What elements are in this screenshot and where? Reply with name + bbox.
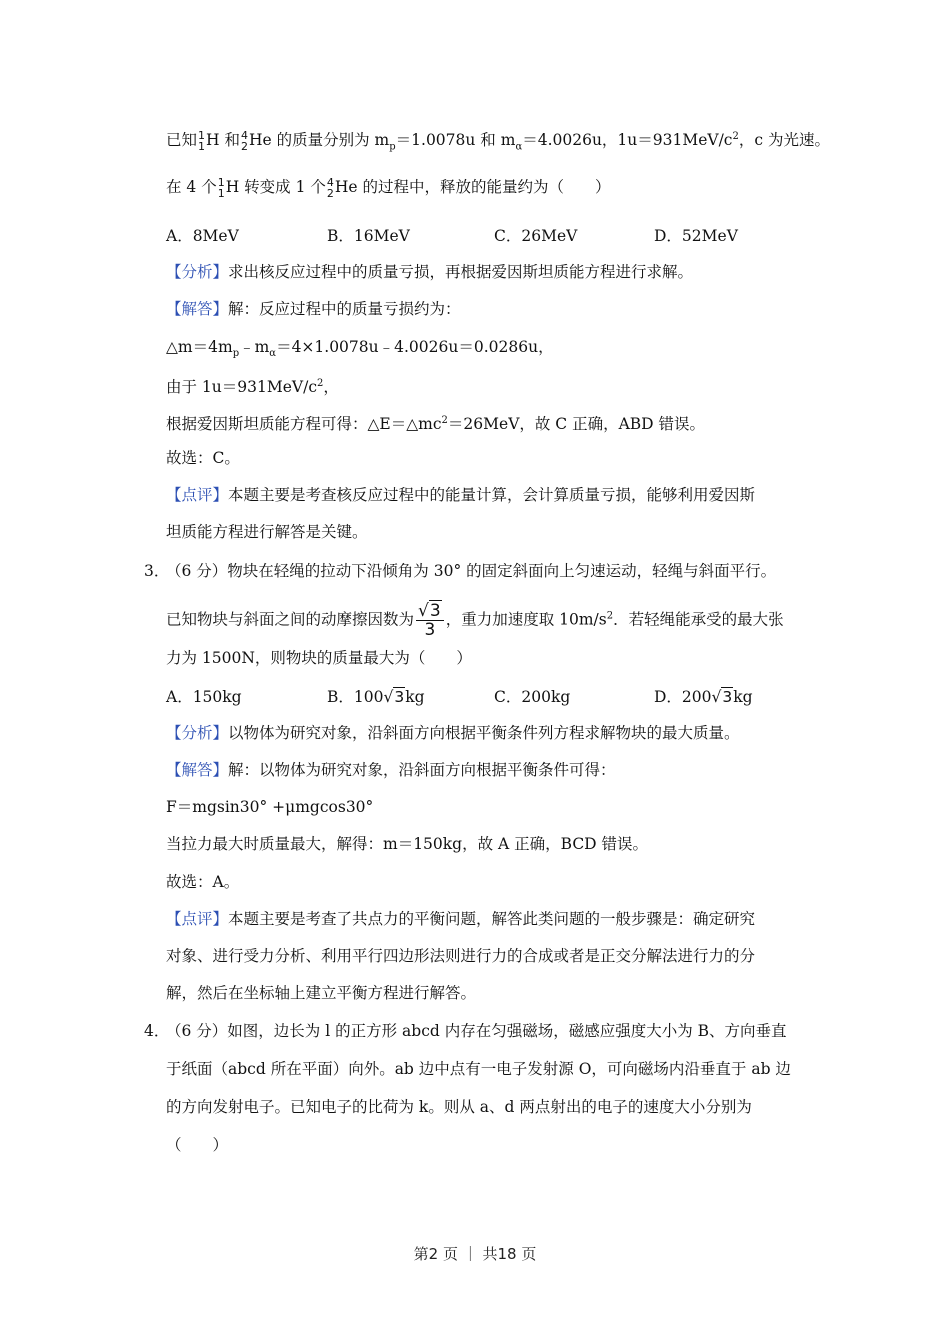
q2-stem-line1: 已知 1 1 H 和 4 2 He 的质量分别为 $m_p=1.0078u$ 和 $m_\alpha=4.0026u$，$1u=931MeV/c^2$，c 为光速。: [166, 129, 830, 154]
q2-comment-line2: 坦质能方程进行解答是关键。: [166, 523, 368, 541]
q2-analysis: 【分析】求出核反应过程中的质量亏损，再根据爱因斯坦质能方程进行求解。: [166, 263, 694, 281]
nuclide-he4: 4 2: [240, 129, 248, 154]
q3-comment-line3: 解，然后在坐标轴上建立平衡方程进行解答。: [166, 984, 477, 1002]
answer-tag: 【解答】: [166, 300, 229, 318]
analysis-tag: 【分析】: [166, 724, 229, 742]
answer-tag: 【解答】: [166, 761, 229, 779]
q2-option-a: A．8MeV: [166, 227, 239, 245]
q2-stem-line2: 在 4 个 1 1 H 转变成 1 个 4 2 He 的过程中，释放的能量约为（ ）: [166, 176, 611, 200]
q3-analysis: 【分析】以物体为研究对象，沿斜面方向根据平衡条件列方程求解物块的最大质量。: [166, 724, 740, 742]
q2-equation-1: $\triangle m=4m_p﹣m_\alpha=4\times 1.0078u﹣4.0026u=0.0286u$，: [166, 338, 554, 360]
q3-equation-1: F＝mgsin30° +μmgcos30°: [166, 798, 374, 816]
page-footer: 第2 页 ｜ 共18 页: [413, 1245, 537, 1263]
q3-option-c: C．200kg: [494, 688, 571, 706]
nuclide-h1: 1 1: [217, 176, 225, 200]
q3-equation-2: 当拉力最大时质量最大，解得：m＝150kg，故 A 正确，BCD 错误。: [166, 835, 649, 853]
q3-choice: 故选：A。: [166, 873, 240, 891]
q2-answer: 【解答】解：反应过程中的质量亏损约为：: [166, 300, 461, 318]
q4-stem-line2: 于纸面（abcd 所在平面）向外。ab 边中点有一电子发射源 O，可向磁场内沿垂直于 ab 边: [166, 1060, 791, 1078]
comment-tag: 【点评】: [166, 910, 229, 928]
q2-option-c: C．26MeV: [494, 227, 578, 245]
q2-equation-3: 根据爱因斯坦质能方程可得：$\triangle E=\triangle mc^2=26MeV$，故 C 正确，ABD 错误。: [166, 415, 706, 434]
q2-equation-2: 由于 $1u=931MeV/c^2$，: [166, 378, 339, 397]
q2-option-d: D．52MeV: [654, 227, 738, 245]
q3-stem-line3: 力为 1500N，则物块的质量最大为（ ）: [166, 649, 472, 667]
q2-comment-line1: 【点评】本题主要是考查核反应过程中的能量计算，会计算质量亏损，能够利用爱因斯: [166, 486, 756, 504]
q4-stem-line4: （ ）: [166, 1136, 229, 1154]
q2-choice: 故选：C。: [166, 449, 240, 467]
q3-stem-line1: （6 分）物块在轻绳的拉动下沿倾角为 30° 的固定斜面向上匀速运动，轻绳与斜面平行。: [166, 562, 777, 580]
q3-option-a: A．150kg: [166, 688, 242, 706]
q3-comment-line2: 对象、进行受力分析、利用平行四边形法则进行力的合成或者是正交分解法进行力的分: [166, 947, 756, 965]
q4-number: 4．: [144, 1022, 170, 1040]
nuclide-h1: 1 1: [198, 129, 206, 154]
fraction-sqrt3-over-3: $\frac{√3}{3}$: [416, 602, 444, 639]
q3-comment-line1: 【点评】本题主要是考查了共点力的平衡问题，解答此类问题的一般步骤是：确定研究: [166, 910, 756, 928]
q3-option-b: B．100√3kg: [327, 688, 425, 706]
comment-tag: 【点评】: [166, 486, 229, 504]
q3-answer: 【解答】解：以物体为研究对象，沿斜面方向根据平衡条件可得：: [166, 761, 616, 779]
q3-stem-line2: 已知物块与斜面之间的动摩擦因数为 $\frac{√3}{3}$ ，重力加速度取 $10m/s^2$．若轻绳能承受的最大张: [166, 601, 784, 640]
q4-stem-line3: 的方向发射电子。已知电子的比荷为 k。则从 a、d 两点射出的电子的速度大小分别为: [166, 1098, 752, 1116]
q3-number: 3．: [144, 562, 170, 580]
q4-stem-line1: （6 分）如图，边长为 l 的正方形 abcd 内存在匀强磁场，磁感应强度大小为 B、方向垂直: [166, 1022, 787, 1040]
q2-option-b: B．16MeV: [327, 227, 410, 245]
nuclide-he4: 4 2: [326, 176, 334, 200]
q3-option-d: D．200√3kg: [654, 688, 753, 706]
analysis-tag: 【分析】: [166, 263, 229, 281]
